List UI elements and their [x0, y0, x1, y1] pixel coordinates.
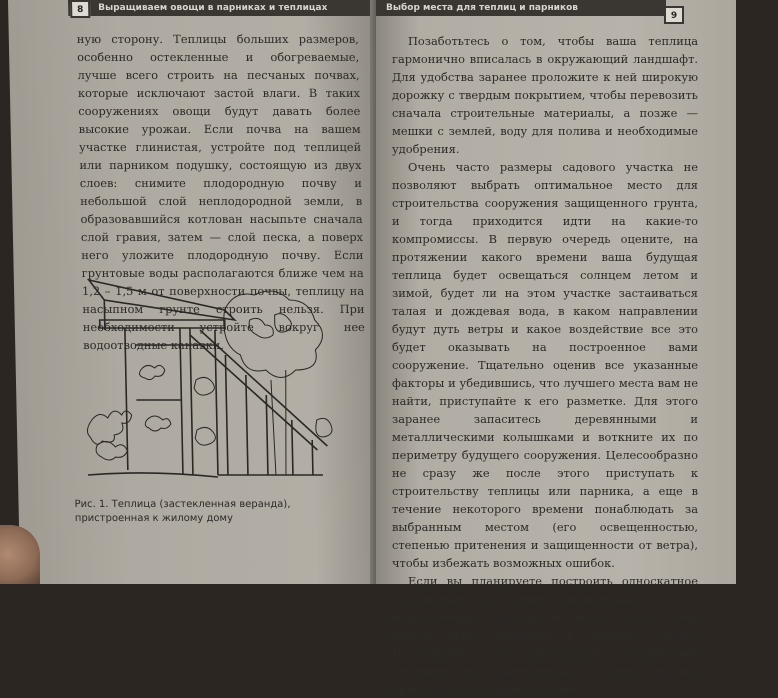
right-running-header: [376, 0, 666, 16]
left-page: [8, 0, 390, 584]
right-page: [376, 0, 736, 696]
right-paragraph-2: Очень часто размеры садового участка не позволяют выбрать оптимальное место для строительства сооружения защищенного грунта, и тогда приходится идти на какие-то компромиссы. В первую очередь оцените, на протяжении какого времени ваша будущая теплица будет освещаться солнцем летом и зимой, будет ли на этом участке застаиваться талая и дождевая вода, в каком направлении будут дуть ветры и какое воздействие все это будет оказывать на построенное вами сооружение. Тщательно оценив все указанные факторы и убедившись, что лучшего места вам не найти, приступайте к его разметке. Для этого заранее запаситесь деревянными и металлическими колышками и воткните их по периметру будущего сооружения. Целесообразно не сразу же после этого приступать к строительству теплицы или парника, а еще в течение некоторого времени понаблюдать за выбранным местом (его освещенностью, степенью притенения и защищенности от ветра), чтобы избежать возможных ошибок.: [392, 160, 698, 570]
greenhouse-illustration: [84, 270, 349, 485]
right-paragraph-3: Если вы планируете построить односкатное сооружение, по длине расположите его в направлении с запада на восток так, чтобы кровля была обращена в южную сторону. Продольную ось двускатных сооружений рекомендуется ориентировать с севера на юг, при этом допустимое отклоне-: [392, 574, 698, 696]
figure-caption: Рис. 1. Теплица (застекленная веранда), пристроенная к жилому дому: [74, 499, 291, 524]
left-page-number: 8: [70, 0, 90, 18]
left-header-title: Выращиваем овощи в парниках и теплицах: [98, 3, 328, 13]
left-running-header: [68, 0, 378, 16]
right-body-text: [392, 32, 698, 698]
right-paragraph-1: Позаботьтесь о том, чтобы ваша теплица гармонично вписалась в окружающий ландшафт. Для удобства заранее проложите к ней широкую дорожку с твердым покрытием, чтобы перевозить сначала строительные материалы, а позже — мешки с землей, воду для полива и необходимые удобрения.: [392, 34, 698, 156]
right-header-title: Выбор места для теплиц и парников: [386, 3, 578, 13]
right-page-number: 9: [664, 6, 684, 24]
open-book: [8, 0, 778, 696]
left-paragraph-1: ную сторону. Теплицы больших размеров, особенно остекленные и обогреваемые, лучше всего строить на песчаных почвах, которые исключают застой влаги. В таких сооружениях овощи будут давать более высокие урожаи. Если почва на вашем участке глинистая, устройте под теплицей или парником подушку, состоящую из двух слоев: снимите плодородную почву и небольшой слой неплодородной земли, в образовавшийся котлован насыпьте сначала слой гравия, затем — слой песка, а поверх него уложите плодородную почву. Если грунтовые воды располагаются ближе чем на 1,2 – 1,5 м от поверхности почвы, теплицу на насыпном грунте строить нельзя. При необходимости устройте вокруг нее водоотводные канавки.: [76, 32, 365, 352]
